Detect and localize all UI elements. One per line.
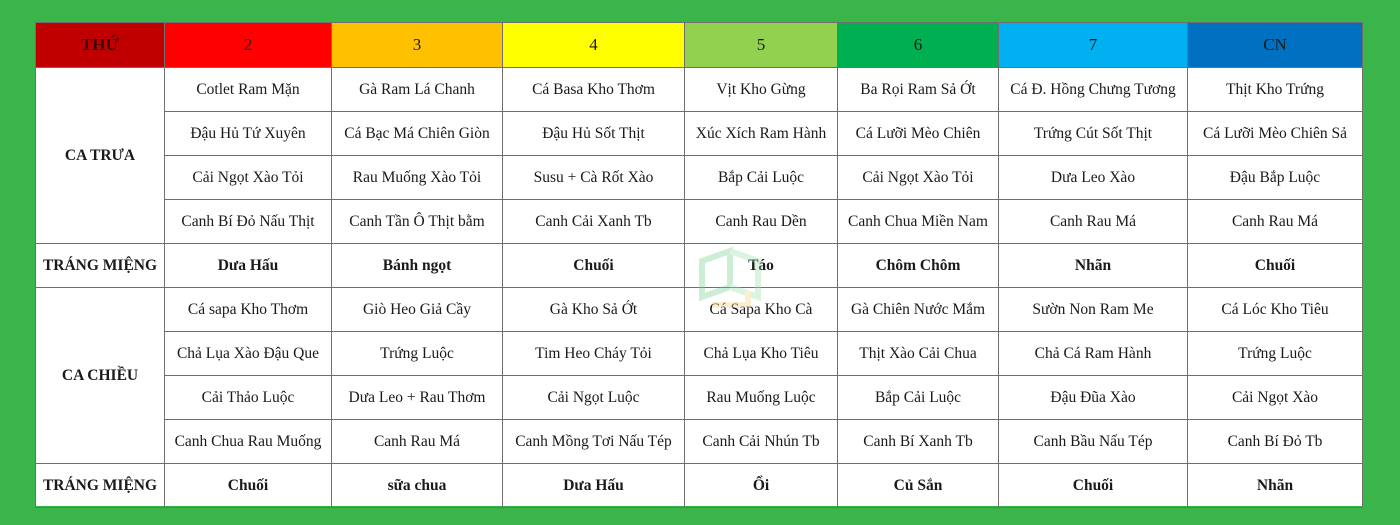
menu-cell: Chả Lụa Xào Đậu Que	[165, 332, 332, 376]
menu-cell: Chả Cá Ram Hành	[999, 332, 1188, 376]
menu-cell: Vịt Kho Gừng	[685, 68, 838, 112]
dessert-cell: Củ Sắn	[838, 464, 999, 508]
dinner-section-label: CA CHIỀU	[36, 288, 165, 464]
menu-cell: Cải Ngọt Luộc	[503, 376, 685, 420]
dessert-cell: Chuối	[999, 464, 1188, 508]
lunch-row-3	[36, 156, 1363, 200]
menu-cell: Tim Heo Cháy Tỏi	[503, 332, 685, 376]
day-header-cn: CN	[1188, 23, 1363, 68]
menu-cell: Susu + Cà Rốt Xào	[503, 156, 685, 200]
menu-cell: Cá sapa Kho Thơm	[165, 288, 332, 332]
dessert-cell: Bánh ngọt	[332, 244, 503, 288]
menu-cell: Canh Bí Xanh Tb	[838, 420, 999, 464]
header-row	[36, 23, 1363, 68]
menu-cell: Đậu Đũa Xào	[999, 376, 1188, 420]
menu-cell: Cải Ngọt Xào	[1188, 376, 1363, 420]
menu-cell: Thịt Kho Trứng	[1188, 68, 1363, 112]
lunch-dessert-row	[36, 244, 1363, 288]
menu-cell: Đậu Hủ Tứ Xuyên	[165, 112, 332, 156]
dinner-row-3	[36, 376, 1363, 420]
day-header-2: 2	[165, 23, 332, 68]
menu-cell: Rau Muống Luộc	[685, 376, 838, 420]
menu-cell: Canh Cải Xanh Tb	[503, 200, 685, 244]
menu-cell: Canh Rau Má	[332, 420, 503, 464]
menu-cell: Cá Đ. Hồng Chưng Tương	[999, 68, 1188, 112]
menu-cell: Cotlet Ram Mặn	[165, 68, 332, 112]
menu-cell: Dưa Leo Xào	[999, 156, 1188, 200]
dinner-row-2	[36, 332, 1363, 376]
menu-frame	[35, 22, 1362, 506]
menu-cell: Cá Lưỡi Mèo Chiên	[838, 112, 999, 156]
dinner-row-4	[36, 420, 1363, 464]
menu-cell: Rau Muống Xào Tỏi	[332, 156, 503, 200]
menu-cell: Gà Ram Lá Chanh	[332, 68, 503, 112]
menu-cell: Canh Tần Ô Thịt bằm	[332, 200, 503, 244]
menu-cell: Giò Heo Giả Cầy	[332, 288, 503, 332]
dessert-cell: Dưa Hấu	[503, 464, 685, 508]
day-header-7: 7	[999, 23, 1188, 68]
menu-cell: Cải Thảo Luộc	[165, 376, 332, 420]
lunch-row-1	[36, 68, 1363, 112]
lunch-row-4	[36, 200, 1363, 244]
menu-cell: Canh Rau Má	[999, 200, 1188, 244]
menu-cell: Trứng Luộc	[332, 332, 503, 376]
day-header-3: 3	[332, 23, 503, 68]
menu-cell: Chả Lụa Kho Tiêu	[685, 332, 838, 376]
dinner-row-1	[36, 288, 1363, 332]
dessert-cell: Chôm Chôm	[838, 244, 999, 288]
menu-cell: Canh Chua Rau Muống	[165, 420, 332, 464]
dessert-cell: Chuối	[1188, 244, 1363, 288]
dessert-cell: Táo	[685, 244, 838, 288]
menu-cell: Cá Sapa Kho Cà	[685, 288, 838, 332]
menu-cell: Canh Bầu Nấu Tép	[999, 420, 1188, 464]
menu-cell: Trứng Luộc	[1188, 332, 1363, 376]
lunch-dessert-label: TRÁNG MIỆNG	[36, 244, 165, 288]
menu-cell: Trứng Cút Sốt Thịt	[999, 112, 1188, 156]
dessert-cell: sữa chua	[332, 464, 503, 508]
menu-cell: Thịt Xào Cải Chua	[838, 332, 999, 376]
dessert-cell: Dưa Hấu	[165, 244, 332, 288]
day-header-4: 4	[503, 23, 685, 68]
menu-cell: Ba Rọi Ram Sả Ớt	[838, 68, 999, 112]
lunch-section-label: CA TRƯA	[36, 68, 165, 244]
menu-cell: Gà Kho Sả Ớt	[503, 288, 685, 332]
menu-cell: Canh Bí Đỏ Tb	[1188, 420, 1363, 464]
menu-cell: Cá Basa Kho Thơm	[503, 68, 685, 112]
menu-cell: Canh Cải Nhún Tb	[685, 420, 838, 464]
menu-cell: Canh Bí Đỏ Nấu Thịt	[165, 200, 332, 244]
dessert-cell: Ổi	[685, 464, 838, 508]
dessert-cell: Nhãn	[999, 244, 1188, 288]
menu-cell: Đậu Bắp Luộc	[1188, 156, 1363, 200]
dessert-cell: Chuối	[503, 244, 685, 288]
menu-cell: Cá Bạc Má Chiên Giòn	[332, 112, 503, 156]
menu-cell: Bắp Cải Luộc	[838, 376, 999, 420]
menu-cell: Gà Chiên Nước Mắm	[838, 288, 999, 332]
dinner-dessert-label: TRÁNG MIỆNG	[36, 464, 165, 508]
menu-cell: Cá Lóc Kho Tiêu	[1188, 288, 1363, 332]
dinner-dessert-row	[36, 464, 1363, 508]
menu-cell: Cải Ngọt Xào Tỏi	[838, 156, 999, 200]
menu-cell: Sườn Non Ram Me	[999, 288, 1188, 332]
menu-cell: Đậu Hủ Sốt Thịt	[503, 112, 685, 156]
menu-cell: Cá Lưỡi Mèo Chiên Sả	[1188, 112, 1363, 156]
day-header-5: 5	[685, 23, 838, 68]
menu-cell: Canh Rau Má	[1188, 200, 1363, 244]
menu-cell: Canh Chua Miền Nam	[838, 200, 999, 244]
menu-cell: Xúc Xích Ram Hành	[685, 112, 838, 156]
menu-cell: Dưa Leo + Rau Thơm	[332, 376, 503, 420]
day-label-header: THỨ	[36, 23, 165, 68]
dessert-cell: Nhãn	[1188, 464, 1363, 508]
dessert-cell: Chuối	[165, 464, 332, 508]
menu-cell: Bắp Cải Luộc	[685, 156, 838, 200]
menu-cell: Cải Ngọt Xào Tỏi	[165, 156, 332, 200]
lunch-row-2	[36, 112, 1363, 156]
menu-cell: Canh Mồng Tơi Nấu Tép	[503, 420, 685, 464]
weekly-menu-table	[35, 22, 1363, 508]
menu-cell: Canh Rau Dền	[685, 200, 838, 244]
day-header-6: 6	[838, 23, 999, 68]
